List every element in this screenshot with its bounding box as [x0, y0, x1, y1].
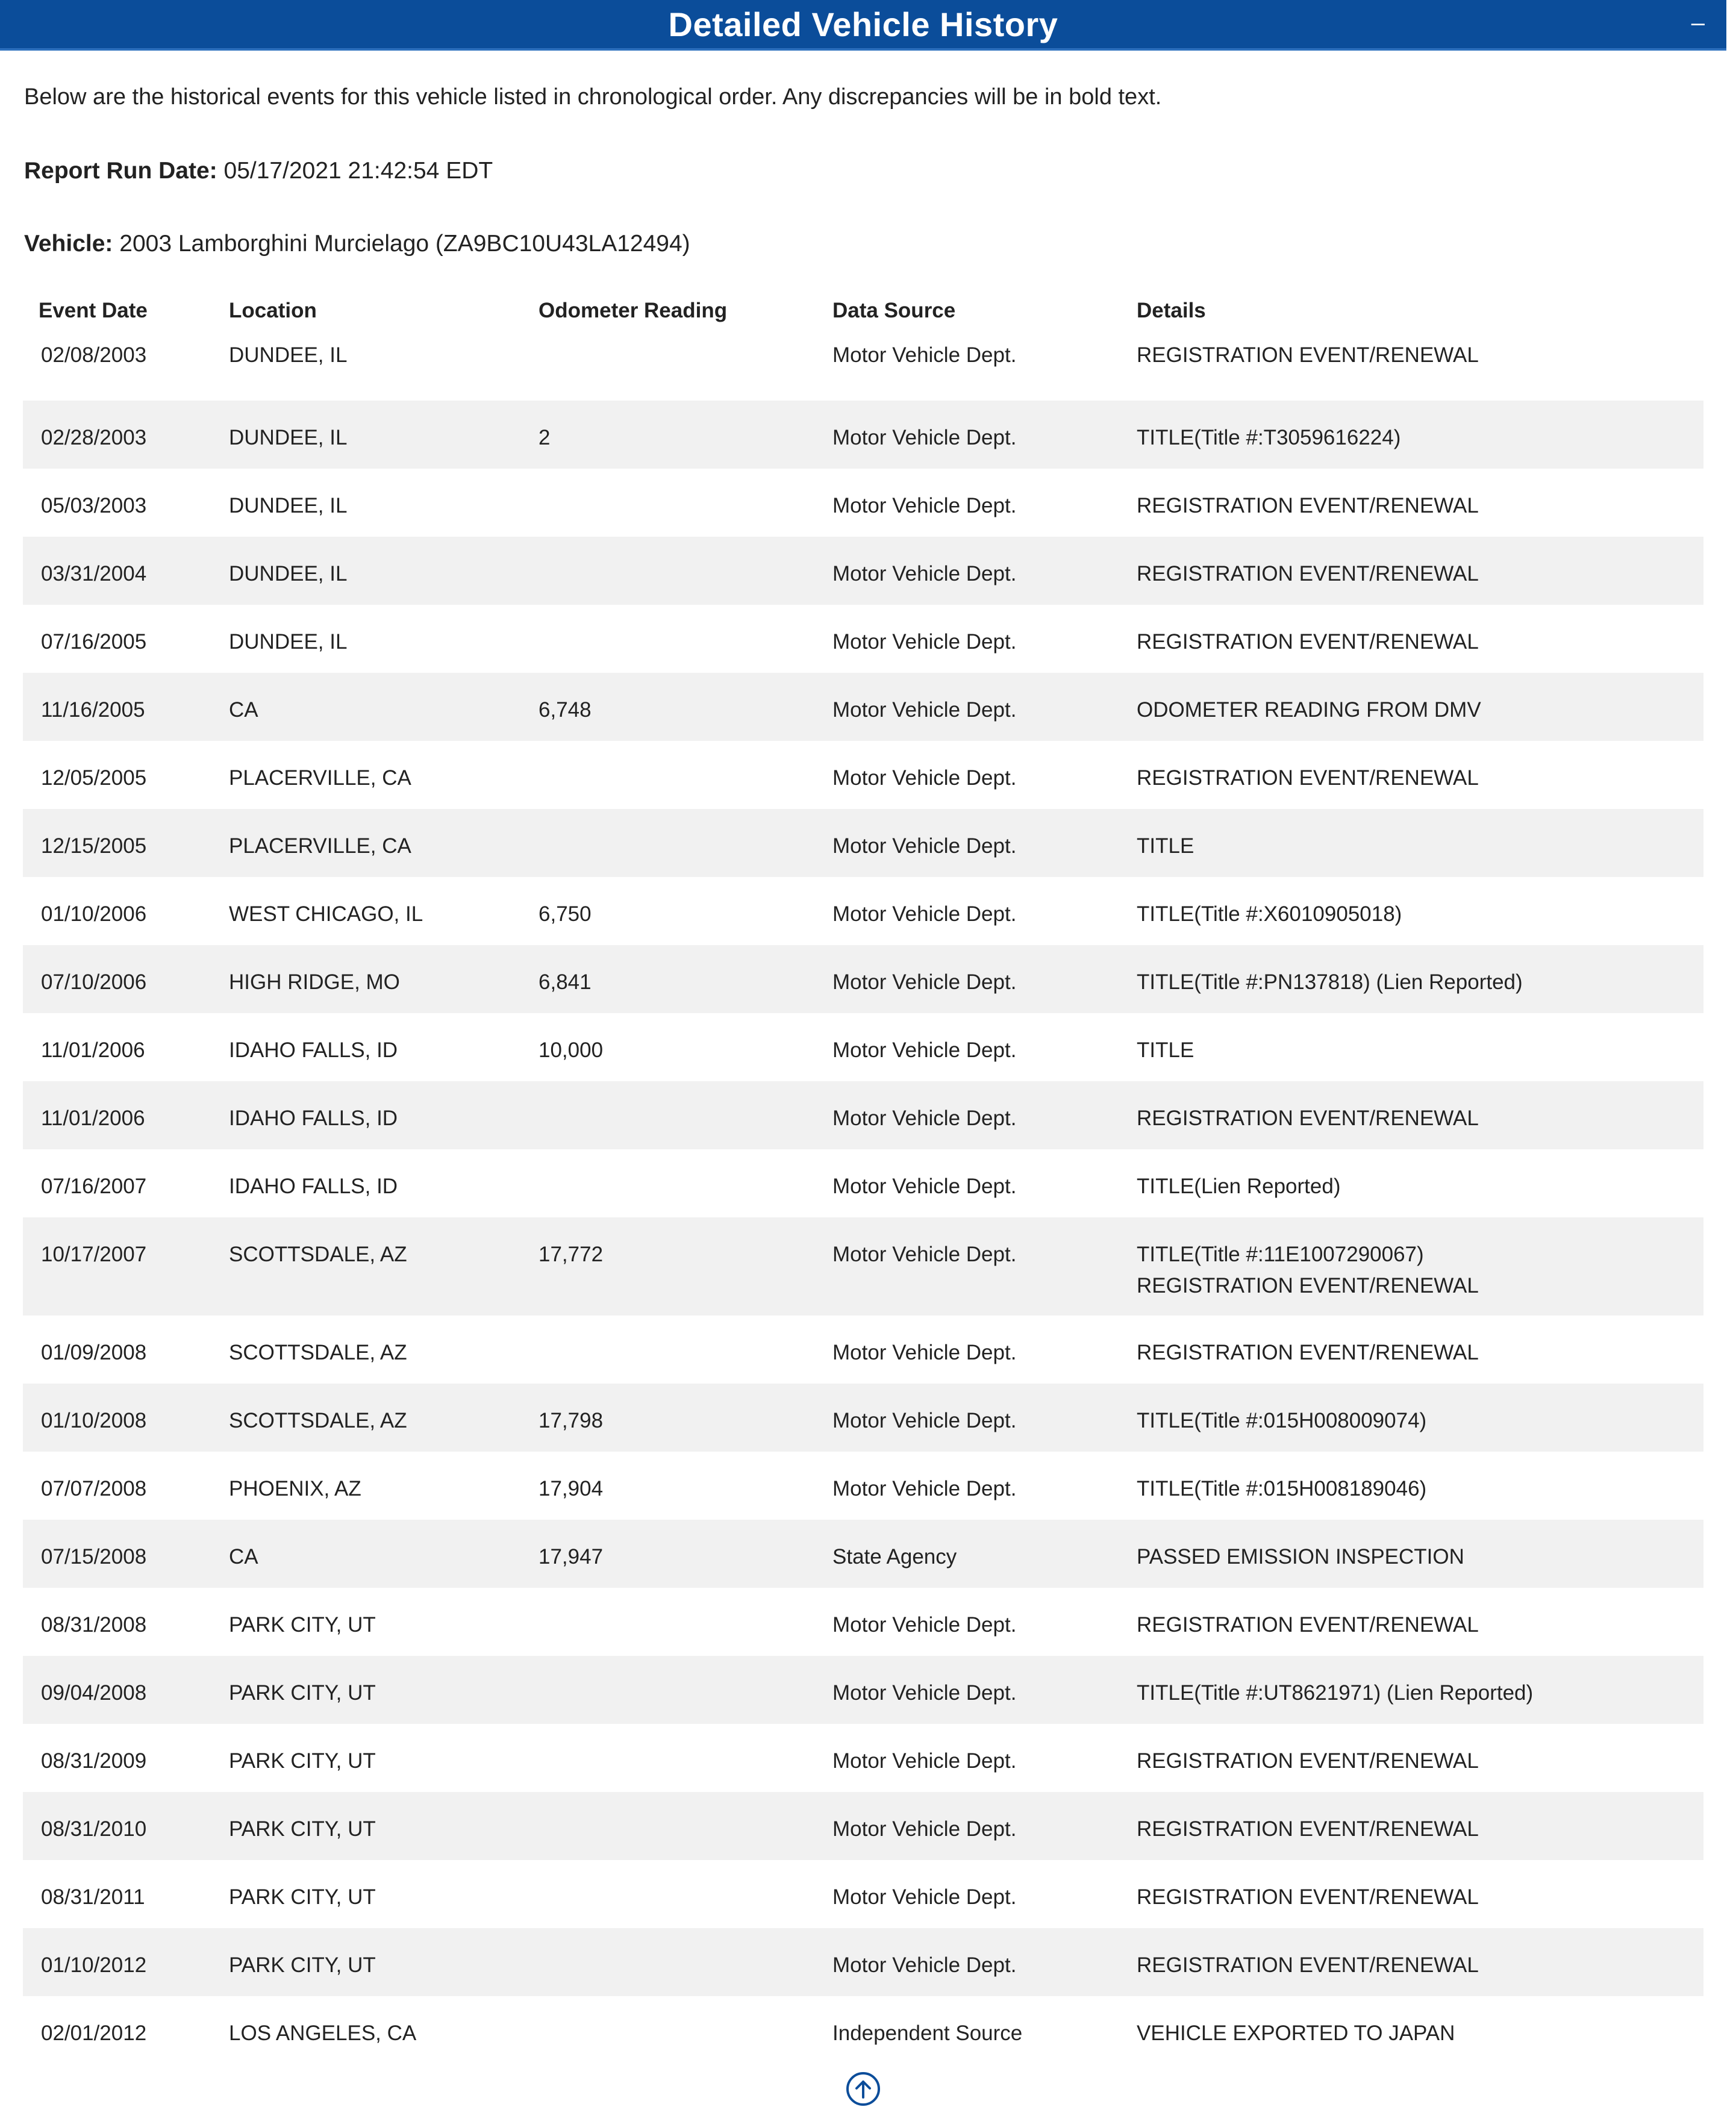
cell-odometer	[539, 809, 832, 877]
cell-data-source: Motor Vehicle Dept.	[832, 809, 1137, 877]
cell-event-date: 08/31/2011	[23, 1860, 229, 1928]
cell-event-date: 11/01/2006	[23, 1081, 229, 1149]
cell-data-source: State Agency	[832, 1520, 1137, 1588]
cell-event-date: 08/31/2008	[23, 1588, 229, 1656]
cell-odometer	[539, 1792, 832, 1860]
cell-details: REGISTRATION EVENT/RENEWAL	[1137, 1928, 1703, 1996]
cell-event-date: 09/04/2008	[23, 1656, 229, 1724]
cell-data-source: Motor Vehicle Dept.	[832, 1013, 1137, 1081]
table-row	[23, 1081, 1703, 1149]
cell-event-date: 11/16/2005	[23, 673, 229, 741]
table-row	[23, 1520, 1703, 1588]
cell-event-date: 07/16/2005	[23, 605, 229, 673]
cell-event-date: 12/15/2005	[23, 809, 229, 877]
cell-data-source: Motor Vehicle Dept.	[832, 605, 1137, 673]
section-title: Detailed Vehicle History	[668, 5, 1058, 43]
cell-event-date: 11/01/2006	[23, 1013, 229, 1081]
vehicle-value: 2003 Lamborghini Murcielago (ZA9BC10U43LA12494)	[119, 231, 690, 257]
cell-location: PARK CITY, UT	[229, 1792, 539, 1860]
cell-event-date: 07/15/2008	[23, 1520, 229, 1588]
cell-odometer	[539, 1860, 832, 1928]
section-header	[0, 0, 1726, 51]
cell-details-line: TITLE(Title #:11E1007290067)	[1137, 1243, 1424, 1266]
table-row	[23, 1316, 1703, 1384]
vehicle-label: Vehicle:	[24, 231, 113, 257]
cell-event-date: 07/10/2006	[23, 945, 229, 1013]
table-row	[23, 1928, 1703, 1996]
cell-odometer	[539, 1081, 832, 1149]
cell-odometer	[539, 332, 832, 401]
cell-data-source: Independent Source	[832, 1996, 1137, 2064]
collapse-button[interactable]: –	[1691, 10, 1705, 36]
cell-odometer	[539, 1928, 832, 1996]
cell-data-source: Motor Vehicle Dept.	[832, 1792, 1137, 1860]
cell-event-date: 07/16/2007	[23, 1149, 229, 1217]
intro-text: Below are the historical events for this vehicle listed in chronological order. Any discrepancies will be in bold text.	[24, 84, 1162, 110]
cell-details: TITLE(Title #:T3059616224)	[1137, 401, 1703, 469]
report-run-date-value: 05/17/2021 21:42:54 EDT	[223, 158, 493, 184]
cell-odometer: 17,904	[539, 1452, 832, 1520]
table-row	[23, 1013, 1703, 1081]
cell-odometer	[539, 469, 832, 537]
report-run-date	[24, 158, 493, 184]
vehicle-info	[24, 231, 690, 257]
cell-location: PARK CITY, UT	[229, 1724, 539, 1792]
table-row	[23, 1724, 1703, 1792]
cell-data-source: Motor Vehicle Dept.	[832, 1217, 1137, 1316]
cell-location: LOS ANGELES, CA	[229, 1996, 539, 2064]
cell-location: HIGH RIDGE, MO	[229, 945, 539, 1013]
table-row	[23, 469, 1703, 537]
arrow-up-circle-icon[interactable]	[845, 2071, 881, 2107]
cell-details	[1137, 1217, 1703, 1316]
cell-details: TITLE(Title #:015H008189046)	[1137, 1452, 1703, 1520]
table-row	[23, 1792, 1703, 1860]
cell-event-date: 01/10/2012	[23, 1928, 229, 1996]
cell-odometer	[539, 605, 832, 673]
cell-data-source: Motor Vehicle Dept.	[832, 332, 1137, 401]
cell-odometer	[539, 1316, 832, 1384]
cell-location: PLACERVILLE, CA	[229, 809, 539, 877]
cell-location: WEST CHICAGO, IL	[229, 877, 539, 945]
cell-location: DUNDEE, IL	[229, 332, 539, 401]
cell-event-date: 10/17/2007	[23, 1217, 229, 1316]
cell-odometer: 17,947	[539, 1520, 832, 1588]
cell-event-date: 12/05/2005	[23, 741, 229, 809]
cell-odometer	[539, 1656, 832, 1724]
table-row	[23, 1149, 1703, 1217]
cell-data-source: Motor Vehicle Dept.	[832, 1384, 1137, 1452]
column-header-odometer: Odometer Reading	[539, 299, 728, 322]
table-row	[23, 945, 1703, 1013]
cell-odometer	[539, 741, 832, 809]
cell-details: REGISTRATION EVENT/RENEWAL	[1137, 1316, 1703, 1384]
cell-details: REGISTRATION EVENT/RENEWAL	[1137, 1081, 1703, 1149]
table-row	[23, 809, 1703, 877]
table-row	[23, 877, 1703, 945]
cell-odometer	[539, 1724, 832, 1792]
cell-details: REGISTRATION EVENT/RENEWAL	[1137, 741, 1703, 809]
cell-odometer: 2	[539, 401, 832, 469]
column-header-location: Location	[229, 299, 317, 322]
cell-odometer: 6,748	[539, 673, 832, 741]
cell-event-date: 08/31/2009	[23, 1724, 229, 1792]
cell-data-source: Motor Vehicle Dept.	[832, 469, 1137, 537]
table-row	[23, 1217, 1703, 1316]
cell-event-date: 07/07/2008	[23, 1452, 229, 1520]
cell-data-source: Motor Vehicle Dept.	[832, 1860, 1137, 1928]
cell-location: PHOENIX, AZ	[229, 1452, 539, 1520]
cell-location: PARK CITY, UT	[229, 1860, 539, 1928]
cell-data-source: Motor Vehicle Dept.	[832, 1316, 1137, 1384]
cell-event-date: 03/31/2004	[23, 537, 229, 605]
table-row	[23, 332, 1703, 401]
cell-data-source: Motor Vehicle Dept.	[832, 945, 1137, 1013]
cell-location: DUNDEE, IL	[229, 469, 539, 537]
table-row	[23, 1588, 1703, 1656]
table-row	[23, 1452, 1703, 1520]
table-row	[23, 673, 1703, 741]
cell-details: REGISTRATION EVENT/RENEWAL	[1137, 1860, 1703, 1928]
table-header-row	[23, 289, 1703, 332]
cell-details-line: REGISTRATION EVENT/RENEWAL	[1137, 1274, 1479, 1297]
cell-location: PLACERVILLE, CA	[229, 741, 539, 809]
cell-event-date: 02/01/2012	[23, 1996, 229, 2064]
cell-location: SCOTTSDALE, AZ	[229, 1316, 539, 1384]
cell-details: REGISTRATION EVENT/RENEWAL	[1137, 1724, 1703, 1792]
cell-data-source: Motor Vehicle Dept.	[832, 537, 1137, 605]
table-row	[23, 537, 1703, 605]
cell-event-date: 01/10/2006	[23, 877, 229, 945]
cell-location: DUNDEE, IL	[229, 605, 539, 673]
cell-details: REGISTRATION EVENT/RENEWAL	[1137, 537, 1703, 605]
table-row	[23, 1656, 1703, 1724]
column-header-details: Details	[1137, 299, 1206, 322]
cell-location: SCOTTSDALE, AZ	[229, 1217, 539, 1316]
cell-data-source: Motor Vehicle Dept.	[832, 1656, 1137, 1724]
cell-data-source: Motor Vehicle Dept.	[832, 1149, 1137, 1217]
cell-data-source: Motor Vehicle Dept.	[832, 741, 1137, 809]
cell-location: CA	[229, 1520, 539, 1588]
cell-odometer: 17,772	[539, 1217, 832, 1316]
cell-details: ODOMETER READING FROM DMV	[1137, 673, 1703, 741]
cell-odometer	[539, 1996, 832, 2064]
cell-data-source: Motor Vehicle Dept.	[832, 1724, 1137, 1792]
cell-data-source: Motor Vehicle Dept.	[832, 401, 1137, 469]
cell-event-date: 02/08/2003	[23, 332, 229, 401]
cell-details: TITLE(Lien Reported)	[1137, 1149, 1703, 1217]
cell-data-source: Motor Vehicle Dept.	[832, 877, 1137, 945]
cell-odometer: 10,000	[539, 1013, 832, 1081]
column-header-event-date: Event Date	[39, 299, 148, 322]
cell-details: REGISTRATION EVENT/RENEWAL	[1137, 1792, 1703, 1860]
cell-odometer	[539, 537, 832, 605]
cell-details: REGISTRATION EVENT/RENEWAL	[1137, 1588, 1703, 1656]
cell-details: TITLE(Title #:X6010905018)	[1137, 877, 1703, 945]
cell-details: TITLE(Title #:PN137818) (Lien Reported)	[1137, 945, 1703, 1013]
cell-location: PARK CITY, UT	[229, 1588, 539, 1656]
cell-details: VEHICLE EXPORTED TO JAPAN	[1137, 1996, 1703, 2064]
cell-odometer: 6,841	[539, 945, 832, 1013]
table-row	[23, 1996, 1703, 2064]
table-row	[23, 1384, 1703, 1452]
cell-data-source: Motor Vehicle Dept.	[832, 1452, 1137, 1520]
cell-location: CA	[229, 673, 539, 741]
cell-location: IDAHO FALLS, ID	[229, 1013, 539, 1081]
cell-odometer: 17,798	[539, 1384, 832, 1452]
cell-location: PARK CITY, UT	[229, 1656, 539, 1724]
cell-location: PARK CITY, UT	[229, 1928, 539, 1996]
cell-event-date: 02/28/2003	[23, 401, 229, 469]
cell-data-source: Motor Vehicle Dept.	[832, 673, 1137, 741]
cell-details: REGISTRATION EVENT/RENEWAL	[1137, 605, 1703, 673]
table-row	[23, 1860, 1703, 1928]
cell-location: SCOTTSDALE, AZ	[229, 1384, 539, 1452]
cell-details: TITLE(Title #:015H008009074)	[1137, 1384, 1703, 1452]
table-row	[23, 401, 1703, 469]
cell-event-date: 08/31/2010	[23, 1792, 229, 1860]
cell-data-source: Motor Vehicle Dept.	[832, 1081, 1137, 1149]
cell-data-source: Motor Vehicle Dept.	[832, 1928, 1137, 1996]
cell-details: TITLE	[1137, 1013, 1703, 1081]
cell-details: REGISTRATION EVENT/RENEWAL	[1137, 332, 1703, 401]
cell-location: IDAHO FALLS, ID	[229, 1149, 539, 1217]
cell-data-source: Motor Vehicle Dept.	[832, 1588, 1137, 1656]
cell-details: TITLE	[1137, 809, 1703, 877]
cell-event-date: 01/09/2008	[23, 1316, 229, 1384]
cell-event-date: 05/03/2003	[23, 469, 229, 537]
cell-details: PASSED EMISSION INSPECTION	[1137, 1520, 1703, 1588]
report-run-date-label: Report Run Date:	[24, 158, 217, 184]
cell-location: IDAHO FALLS, ID	[229, 1081, 539, 1149]
column-header-data-source: Data Source	[832, 299, 956, 322]
cell-location: DUNDEE, IL	[229, 537, 539, 605]
cell-details: REGISTRATION EVENT/RENEWAL	[1137, 469, 1703, 537]
cell-details: TITLE(Title #:UT8621971) (Lien Reported)	[1137, 1656, 1703, 1724]
table-row	[23, 741, 1703, 809]
cell-odometer: 6,750	[539, 877, 832, 945]
history-table	[23, 289, 1703, 2064]
cell-event-date: 01/10/2008	[23, 1384, 229, 1452]
cell-location: DUNDEE, IL	[229, 401, 539, 469]
cell-odometer	[539, 1149, 832, 1217]
cell-odometer	[539, 1588, 832, 1656]
table-row	[23, 605, 1703, 673]
